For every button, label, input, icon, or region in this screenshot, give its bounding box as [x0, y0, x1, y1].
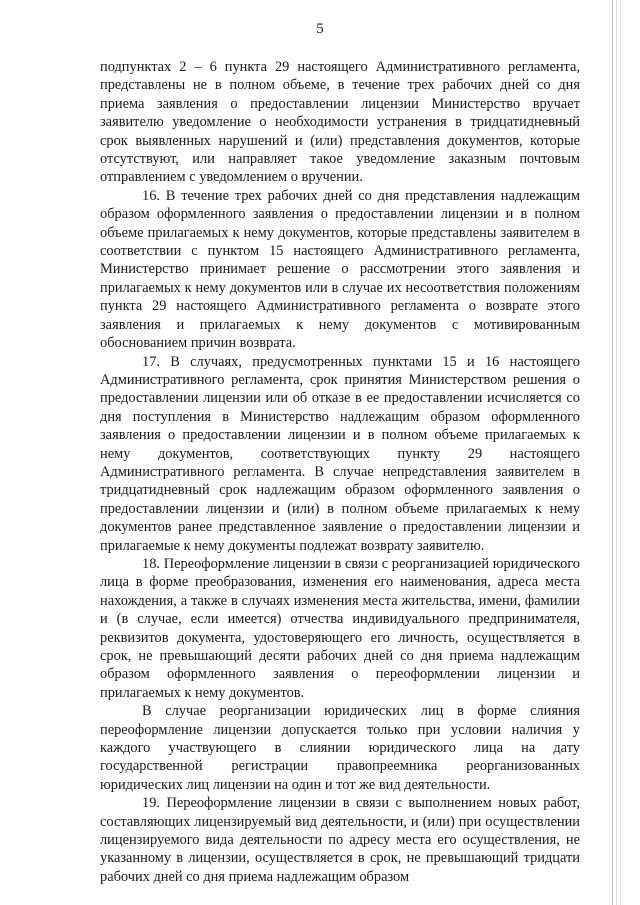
paragraph-18-merger: В случае реорганизации юридических лиц в форме слияния переоформление лицензии допускается только при условии наличия у каждого участвующего в слиянии юридического лица на дату государственной регистрации правопреемника реорганизованных юридических лиц лицензии на один и тот же вид деятельности. [100, 703, 580, 793]
paragraph-19: 19. Переоформление лицензии в связи с выполнением новых работ, составляющих лицензируемый вид деятельности, и (или) при осуществлении лицензируемого вида деятельности по адресу места его осуществления, не указанному в лицензии, осуществляется в срок, не превышающий тридцати рабочих дней со дня приема надлежащим образом [100, 795, 580, 885]
paragraph-16: 16. В течение трех рабочих дней со дня представления надлежащим образом оформленного заявления о предоставлении лицензии и в полном объеме прилагаемых к нему документов, которые представлены заявителем в соответствии с пунктом 15 настоящего Административного регламента, Министерство принимает решение о рассмотрении этого заявления и прилагаемых к нему документов или в случае их несоответствия положениям пункта 29 настоящего Административного регламента о возврате этого заявления и прилагаемых к нему документов с мотивированным обоснованием причин возврата. [100, 187, 580, 352]
paragraph-18: 18. Переоформление лицензии в связи с реорганизацией юридического лица в форме преобразования, изменения его наименования, адреса места нахождения, а также в случаях изменения места жительства, имени, фамилии и (в случае, если имеется) отчества индивидуального предпринимателя, реквизитов документа, удостоверяющего его личность, осуществляется в срок, не превышающий десяти рабочих дней со дня приема надлежащим образом оформленного заявления о переоформлении лицензии и прилагаемых к нему документов. [100, 555, 580, 701]
paragraph-continuation: подпунктах 2 – 6 пункта 29 настоящего Административного регламента, представлены не в полном объеме, в течение трех рабочих дней со дня приема заявления о предоставлении лицензии Министерство вручает заявителю уведомление о необходимости устранения в тридцатидневный срок выявленных нарушений и (или) представления документов, которые отсутствуют, или направляет такое уведомление заказным почтовым отправлением с уведомлением о вручении. [100, 59, 580, 186]
page-edge-line [612, 0, 617, 905]
document-body [100, 58, 580, 886]
page-edge-shadow [620, 0, 621, 905]
paragraph-17: 17. В случаях, предусмотренных пунктами 15 и 16 настоящего Административного регламента, срок принятия Министерством решения о предоставлении лицензии или об отказе в ее предоставлении исчисляется со дня поступления в Министерство надлежащим образом оформленного заявления о предоставлении лицензии и в полном объеме прилагаемых к нему документов, соответствующих пункту 29 настоящего Административного регламента. В случае непредставления заявителем в тридцатидневный срок надлежащим образом оформленного заявления о предоставлении лицензии и (или) в полном объеме прилагаемых к нему документов ранее представленное заявление о предоставлении лицензии и прилагаемые к нему документы подлежат возврату заявителю. [100, 353, 580, 554]
page-number: 5 [316, 21, 324, 37]
